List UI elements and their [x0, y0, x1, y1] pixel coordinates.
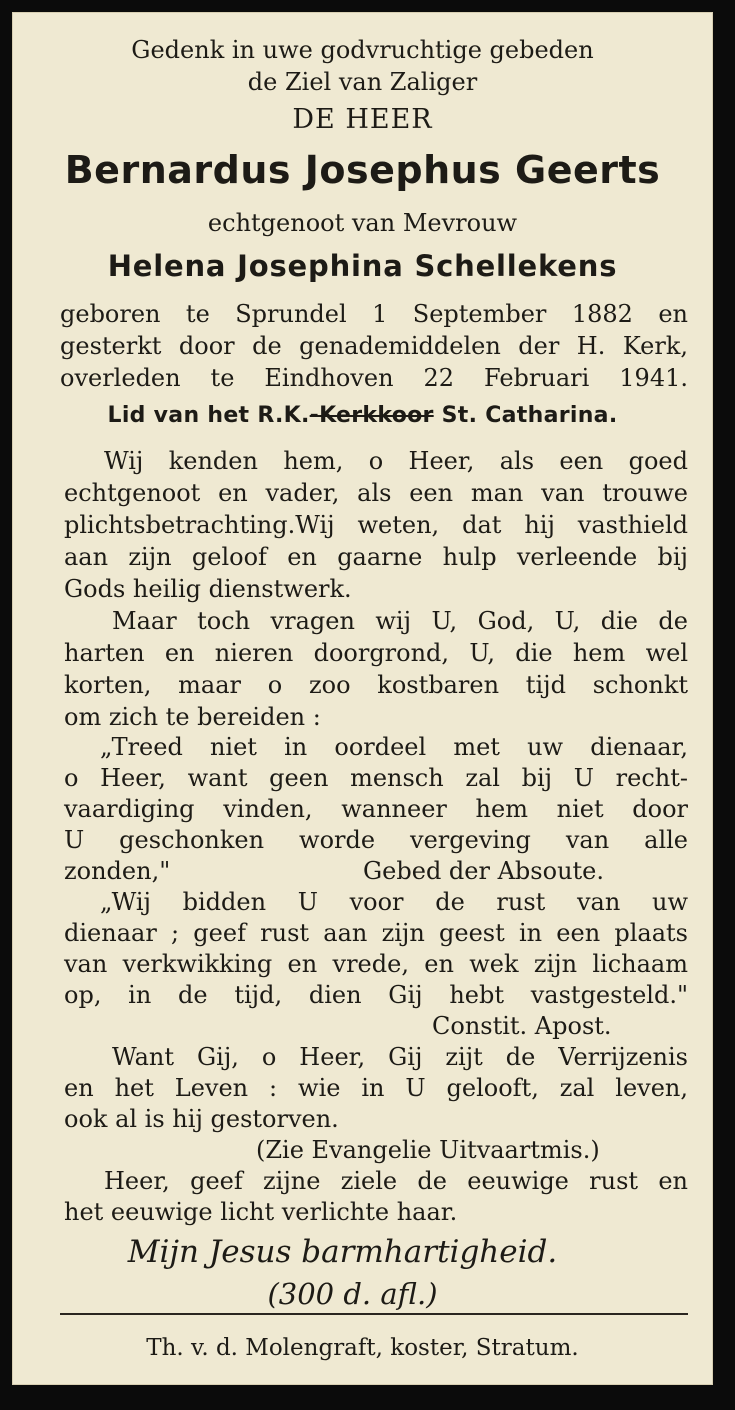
text-line: om zich te bereiden :	[64, 703, 321, 731]
header-title: DE HEER	[292, 104, 433, 135]
deceased-name: Bernardus Josephus Geerts	[64, 148, 661, 192]
text-line: plichtsbetrachting.Wij weten, dat hij vasthield	[64, 511, 688, 539]
spouse-intro: echtgenoot van Mevrouw	[207, 209, 518, 237]
text-line: vaardiging vinden, wanneer hem niet door	[64, 795, 688, 823]
text-line: Maar toch vragen wij U, God, U, die de	[112, 607, 688, 635]
quote-source: Constit. Apost.	[432, 1012, 612, 1040]
text-line: o Heer, want geen mensch zal bij U recht-	[64, 764, 688, 792]
text-line: het eeuwige licht verlichte haar.	[64, 1198, 458, 1226]
bio-line: gesterkt door de genademiddelen der H. Kerk,	[60, 332, 688, 360]
indulgence: (300 d. afl.)	[267, 1277, 438, 1311]
text-line: van verkwikking en vrede, en wek zijn lichaam	[64, 950, 688, 978]
quote-source: Gebed der Absoute.	[363, 857, 604, 885]
text-line: Want Gij, o Heer, Gij zijt de Verrijzenis	[112, 1043, 688, 1071]
text-line: echtgenoot en vader, als een man van trouwe	[64, 479, 688, 507]
membership-struck: -Kerkkoor	[309, 403, 434, 428]
membership-prefix: Lid van het R.K.	[107, 403, 310, 428]
text-line: en het Leven : wie in U gelooft, zal leven,	[64, 1074, 688, 1102]
text-line: Wij kenden hem, o Heer, als een goed	[104, 447, 688, 475]
text-line: op, in de tijd, dien Gij hebt vastgesteld."	[64, 981, 688, 1009]
printer-line: Th. v. d. Molengraft, koster, Stratum.	[146, 1335, 579, 1361]
text-line: „Treed niet in oordeel met uw dienaar,	[100, 733, 688, 761]
invocation: Mijn Jesus barmhartigheid.	[127, 1234, 558, 1270]
header-line-1: Gedenk in uwe godvruchtige gebeden	[131, 36, 594, 64]
scripture-source: (Zie Evangelie Uitvaartmis.)	[256, 1136, 600, 1164]
text-line: „Wij bidden U voor de rust van uw	[100, 888, 688, 916]
text-line: Heer, geef zijne ziele de eeuwige rust en	[104, 1167, 688, 1195]
text-line: Gods heilig dienstwerk.	[64, 575, 352, 603]
bio-line: geboren te Sprundel 1 September 1882 en	[60, 300, 688, 328]
bio-line: overleden te Eindhoven 22 Februari 1941.	[60, 364, 688, 392]
divider	[60, 1313, 688, 1315]
header-line-2: de Ziel van Zaliger	[247, 68, 478, 96]
text-line: U geschonken worde vergeving van alle	[64, 826, 688, 854]
memorial-card	[12, 12, 713, 1385]
text-line: zonden,"	[64, 857, 171, 885]
text-line: aan zijn geloof en gaarne hulp verleende bij	[64, 543, 688, 571]
membership-suffix: St. Catharina.	[441, 403, 618, 428]
text-line: dienaar ; geef rust aan zijn geest in een plaats	[64, 919, 688, 947]
text-line: ook al is hij gestorven.	[64, 1105, 339, 1133]
membership-line	[12, 405, 713, 427]
text-line: harten en nieren doorgrond, U, die hem wel	[64, 639, 688, 667]
text-line: korten, maar o zoo kostbaren tijd schonkt	[64, 671, 688, 699]
spouse-name: Helena Josephina Schellekens	[107, 249, 618, 283]
